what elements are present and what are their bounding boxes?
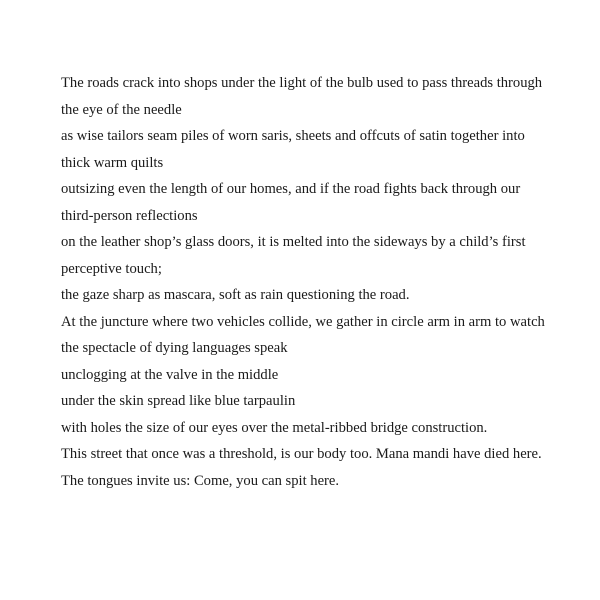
- poem-line: with holes the size of our eyes over the metal-ribbed bridge construction.: [61, 419, 488, 436]
- poem-line: This street that once was a threshold, is our body too. Mana mandi have died here.: [61, 446, 542, 462]
- poem-line: The tongues invite us: Come, you can spit here.: [61, 472, 340, 489]
- poem-line: perceptive touch;: [61, 260, 162, 277]
- poem-text: [61, 70, 581, 494]
- poem-line: unclogging at the valve in the middle: [61, 366, 279, 383]
- poem-line: under the skin spread like blue tarpaulin: [61, 393, 296, 409]
- poem-line: on the leather shop’s glass doors, it is melted into the sideways by a child’s first: [61, 234, 526, 250]
- poem-line: as wise tailors seam piles of worn saris, sheets and offcuts of satin together into: [61, 128, 525, 144]
- poem-line: the eye of the needle: [61, 101, 182, 118]
- poem-line: thick warm quilts: [61, 154, 164, 171]
- poem-line: At the juncture where two vehicles collide, we gather in circle arm in arm to watch: [61, 313, 545, 330]
- poem-line: outsizing even the length of our homes, and if the road fights back through our: [61, 181, 521, 197]
- poem-line: The roads crack into shops under the light of the bulb used to pass threads through: [61, 75, 543, 91]
- poem-line: the gaze sharp as mascara, soft as rain questioning the road.: [61, 287, 410, 303]
- poem-line: the spectacle of dying languages speak: [61, 340, 288, 356]
- poem-line: third-person reflections: [61, 207, 198, 224]
